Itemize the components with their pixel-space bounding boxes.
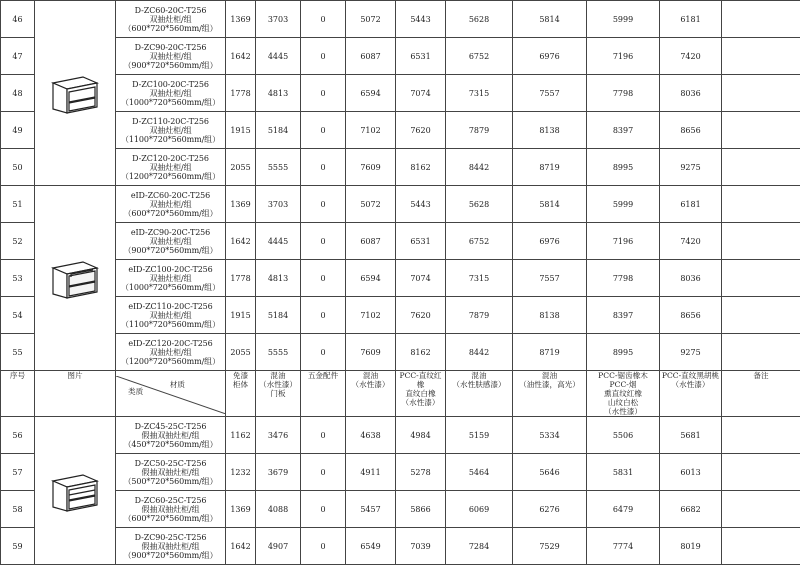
row-index: 59 xyxy=(1,528,35,565)
row-index: 49 xyxy=(1,112,35,149)
product-spec-line-0: D-ZC110-20C-T256 xyxy=(132,116,209,126)
price-c3: 0 xyxy=(301,454,346,491)
product-spec-line-1: 假抽双抽灶柜/组 xyxy=(141,467,200,477)
product-spec-line-0: D-ZC50-25C-T256 xyxy=(134,458,207,468)
product-spec-line-2: （500*720*560mm/组） xyxy=(123,476,218,486)
product-image-cell xyxy=(35,1,116,186)
price-c1: 1642 xyxy=(226,528,256,565)
price-c6: 6752 xyxy=(446,38,513,75)
price-c3: 0 xyxy=(301,491,346,528)
table-row xyxy=(1,223,800,260)
price-c7: 7557 xyxy=(513,75,587,112)
price-c4: 4638 xyxy=(346,417,396,454)
product-spec-line-1: 双抽灶柜/组 xyxy=(149,14,192,24)
price-c9: 5681 xyxy=(660,417,722,454)
price-c1: 1915 xyxy=(226,112,256,149)
product-spec-line-2: （900*720*560mm/组） xyxy=(123,550,218,560)
price-c4: 6594 xyxy=(346,260,396,297)
price-c7: 5814 xyxy=(513,186,587,223)
price-c8: 7774 xyxy=(587,528,660,565)
header-mixed-oil-door-line-1: （水性漆） xyxy=(259,380,297,389)
product-spec xyxy=(116,1,226,38)
product-spec-line-1: 双抽灶柜/组 xyxy=(149,273,192,283)
price-c1: 1778 xyxy=(226,260,256,297)
price-c9: 8019 xyxy=(660,528,722,565)
price-c8: 5831 xyxy=(587,454,660,491)
price-c8: 5999 xyxy=(587,186,660,223)
product-spec-line-0: eID-ZC90-20C-T256 xyxy=(130,227,211,237)
price-c1: 1232 xyxy=(226,454,256,491)
price-c6: 5628 xyxy=(446,1,513,38)
notes-cell xyxy=(722,528,800,565)
row-index: 55 xyxy=(1,334,35,371)
table-row xyxy=(1,417,800,454)
row-index: 58 xyxy=(1,491,35,528)
price-c4: 6087 xyxy=(346,223,396,260)
price-c9: 8656 xyxy=(660,297,722,334)
table-row xyxy=(1,186,800,223)
cabinet-fake-drawer-icon xyxy=(47,469,103,513)
notes-cell xyxy=(722,260,800,297)
price-c6: 7284 xyxy=(446,528,513,565)
notes-cell xyxy=(722,186,800,223)
price-c5: 7620 xyxy=(396,297,446,334)
price-c7: 6976 xyxy=(513,223,587,260)
product-spec-line-1: 假抽双抽灶柜/组 xyxy=(141,430,200,440)
product-spec-line-1: 双抽灶柜/组 xyxy=(149,51,192,61)
row-index: 54 xyxy=(1,297,35,334)
product-spec-line-2: （900*720*560mm/组） xyxy=(123,245,218,255)
price-c7: 8138 xyxy=(513,112,587,149)
price-c4: 6594 xyxy=(346,75,396,112)
price-c2: 3476 xyxy=(256,417,301,454)
price-c2: 4907 xyxy=(256,528,301,565)
price-c5: 8162 xyxy=(396,334,446,371)
table-row xyxy=(1,75,800,112)
header-skin-feel-line-1: （水性肤感漆） xyxy=(452,380,506,389)
product-spec-line-0: D-ZC60-20C-T256 xyxy=(134,5,207,15)
price-c3: 0 xyxy=(301,334,346,371)
row-index: 51 xyxy=(1,186,35,223)
price-c6: 5159 xyxy=(446,417,513,454)
row-index: 52 xyxy=(1,223,35,260)
price-c5: 7620 xyxy=(396,112,446,149)
price-c1: 1369 xyxy=(226,186,256,223)
header-category: 类质 xyxy=(128,386,144,396)
price-c2: 5555 xyxy=(256,334,301,371)
price-c6: 6069 xyxy=(446,491,513,528)
price-c2: 4445 xyxy=(256,38,301,75)
table-row xyxy=(1,38,800,75)
product-spec-line-1: 双抽灶柜/组 xyxy=(149,347,192,357)
price-c7: 8719 xyxy=(513,334,587,371)
table-row xyxy=(1,149,800,186)
notes-cell xyxy=(722,454,800,491)
price-c9: 6181 xyxy=(660,186,722,223)
price-c5: 8162 xyxy=(396,149,446,186)
header-pcc-sawtooth-line-0: PCC-锯齿橡木 PCC-烟 xyxy=(598,371,648,389)
header-mixed-oil-line-0: 混油 xyxy=(362,371,379,380)
table-row xyxy=(1,297,800,334)
price-c7: 5334 xyxy=(513,417,587,454)
price-c8: 7798 xyxy=(587,75,660,112)
header-pcc-sawtooth-line-3: （水性漆） xyxy=(604,407,642,416)
price-c1: 1369 xyxy=(226,491,256,528)
header-pcc-oak-line-2: （水性漆） xyxy=(401,398,440,407)
price-c8: 8397 xyxy=(587,297,660,334)
product-spec xyxy=(116,149,226,186)
price-c8: 6479 xyxy=(587,491,660,528)
product-spec-line-0: eID-ZC120-20C-T256 xyxy=(128,338,213,348)
price-c8: 7196 xyxy=(587,223,660,260)
price-c6: 5628 xyxy=(446,186,513,223)
price-c7: 8719 xyxy=(513,149,587,186)
price-c3: 0 xyxy=(301,417,346,454)
row-index: 57 xyxy=(1,454,35,491)
header-mixed-oil-door xyxy=(256,371,301,417)
product-spec-line-1: 假抽双抽灶柜/组 xyxy=(141,541,200,551)
product-spec-line-2: （600*720*560mm/组） xyxy=(123,208,218,218)
header-mixed-oil-door-line-2: 门板 xyxy=(270,389,286,398)
row-index: 50 xyxy=(1,149,35,186)
header-unpainted-body-line-0: 免漆 xyxy=(232,371,249,380)
header-high-gloss-line-0: 混油 xyxy=(541,371,558,380)
product-spec-line-1: 双抽灶柜/组 xyxy=(149,236,192,246)
row-index: 48 xyxy=(1,75,35,112)
price-c5: 7074 xyxy=(396,75,446,112)
header-row xyxy=(1,371,800,417)
product-image-cell xyxy=(35,417,116,565)
price-c7: 5814 xyxy=(513,1,587,38)
price-c5: 4984 xyxy=(396,417,446,454)
price-c8: 8397 xyxy=(587,112,660,149)
notes-cell xyxy=(722,417,800,454)
product-spec-line-2: （600*720*560mm/组） xyxy=(123,513,218,523)
price-c2: 4088 xyxy=(256,491,301,528)
product-spec-line-1: 双抽灶柜/组 xyxy=(149,310,192,320)
header-hardware: 五金配件 xyxy=(301,371,346,417)
price-c7: 6976 xyxy=(513,38,587,75)
price-c5: 6531 xyxy=(396,38,446,75)
price-c2: 3703 xyxy=(256,1,301,38)
row-index: 53 xyxy=(1,260,35,297)
header-mixed-oil-line-1: （水性漆） xyxy=(351,380,390,389)
product-spec-line-2: （450*720*560mm/组） xyxy=(123,439,218,449)
product-spec xyxy=(116,38,226,75)
price-c1: 1778 xyxy=(226,75,256,112)
price-c2: 4445 xyxy=(256,223,301,260)
table-row xyxy=(1,1,800,38)
price-c4: 7609 xyxy=(346,334,396,371)
header-pcc-walnut xyxy=(660,371,722,417)
product-spec-line-0: eID-ZC110-20C-T256 xyxy=(128,301,213,311)
product-spec-line-2: （900*720*560mm/组） xyxy=(123,60,218,70)
notes-cell xyxy=(722,149,800,186)
price-c4: 4911 xyxy=(346,454,396,491)
table-row xyxy=(1,112,800,149)
price-c3: 0 xyxy=(301,112,346,149)
price-c3: 0 xyxy=(301,297,346,334)
header-split xyxy=(116,376,225,412)
notes-cell xyxy=(722,334,800,371)
price-c6: 5464 xyxy=(446,454,513,491)
price-c8: 5506 xyxy=(587,417,660,454)
table-row xyxy=(1,528,800,565)
price-c1: 2055 xyxy=(226,334,256,371)
product-spec-line-1: 双抽灶柜/组 xyxy=(149,125,192,135)
price-c6: 7879 xyxy=(446,112,513,149)
table-row xyxy=(1,491,800,528)
price-c1: 1162 xyxy=(226,417,256,454)
header-pcc-sawtooth xyxy=(587,371,660,417)
header-pcc-oak-line-0: PCC-直纹红橡 xyxy=(399,371,442,389)
product-spec-line-0: D-ZC90-20C-T256 xyxy=(134,42,207,52)
cabinet-two-drawer-icon xyxy=(47,71,103,115)
notes-cell xyxy=(722,75,800,112)
product-spec-line-1: 双抽灶柜/组 xyxy=(149,199,192,209)
price-c5: 5443 xyxy=(396,1,446,38)
price-c3: 0 xyxy=(301,528,346,565)
price-c8: 8995 xyxy=(587,149,660,186)
header-pcc-oak-line-1: 直纹白橡 xyxy=(405,389,436,398)
product-spec-line-0: eID-ZC60-20C-T256 xyxy=(130,190,211,200)
price-c1: 2055 xyxy=(226,149,256,186)
notes-cell xyxy=(722,1,800,38)
header-high-gloss xyxy=(513,371,587,417)
notes-cell xyxy=(722,491,800,528)
price-c8: 8995 xyxy=(587,334,660,371)
price-c1: 1369 xyxy=(226,1,256,38)
price-c9: 9275 xyxy=(660,149,722,186)
price-c1: 1642 xyxy=(226,223,256,260)
product-spec-line-0: D-ZC100-20C-T256 xyxy=(132,79,209,89)
price-c2: 4813 xyxy=(256,260,301,297)
header-mixed-oil-door-line-0: 混油 xyxy=(270,371,286,380)
header-index: 序号 xyxy=(1,371,35,417)
price-c9: 6181 xyxy=(660,1,722,38)
price-c5: 5278 xyxy=(396,454,446,491)
price-c6: 6752 xyxy=(446,223,513,260)
price-c9: 6013 xyxy=(660,454,722,491)
header-skin-feel-line-0: 混油 xyxy=(471,371,487,380)
price-c2: 4813 xyxy=(256,75,301,112)
header-pcc-sawtooth-line-1: 熏直纹红橡 xyxy=(604,389,642,398)
product-spec-line-2: （1100*720*560mm/组） xyxy=(121,134,220,144)
price-c5: 7074 xyxy=(396,260,446,297)
header-image: 图片 xyxy=(35,371,116,417)
price-c4: 7102 xyxy=(346,297,396,334)
row-index: 46 xyxy=(1,1,35,38)
header-material-category xyxy=(116,371,226,417)
header-unpainted-body-line-1: 柜体 xyxy=(232,380,249,389)
header-pcc-sawtooth-line-2: 山纹白松 xyxy=(607,398,639,407)
product-spec xyxy=(116,112,226,149)
header-skin-feel xyxy=(446,371,513,417)
price-c2: 3679 xyxy=(256,454,301,491)
price-c6: 7315 xyxy=(446,75,513,112)
notes-cell xyxy=(722,38,800,75)
product-spec-line-0: D-ZC45-25C-T256 xyxy=(134,421,207,431)
product-spec xyxy=(116,417,226,454)
product-spec-line-2: （1100*720*560mm/组） xyxy=(121,319,220,329)
cabinet-two-drawer-open-icon xyxy=(47,256,103,300)
price-c6: 8442 xyxy=(446,149,513,186)
product-spec-line-0: D-ZC60-25C-T256 xyxy=(134,495,207,505)
price-c3: 0 xyxy=(301,1,346,38)
product-spec xyxy=(116,454,226,491)
product-spec-line-1: 假抽双抽灶柜/组 xyxy=(141,504,200,514)
price-c2: 5184 xyxy=(256,112,301,149)
product-spec-line-2: （1200*720*560mm/组） xyxy=(121,356,220,366)
header-pcc-oak xyxy=(396,371,446,417)
price-c7: 8138 xyxy=(513,297,587,334)
header-unpainted-body xyxy=(226,371,256,417)
notes-cell xyxy=(722,112,800,149)
price-c5: 5866 xyxy=(396,491,446,528)
price-c8: 7798 xyxy=(587,260,660,297)
price-c7: 6276 xyxy=(513,491,587,528)
price-c5: 6531 xyxy=(396,223,446,260)
price-c2: 5555 xyxy=(256,149,301,186)
product-spec-line-0: eID-ZC100-20C-T256 xyxy=(128,264,213,274)
price-c8: 5999 xyxy=(587,1,660,38)
price-c3: 0 xyxy=(301,75,346,112)
header-notes: 备注 xyxy=(722,371,800,417)
price-c4: 6087 xyxy=(346,38,396,75)
price-c7: 7557 xyxy=(513,260,587,297)
price-c1: 1642 xyxy=(226,38,256,75)
notes-cell xyxy=(722,297,800,334)
header-material: 材质 xyxy=(169,379,185,389)
table-row xyxy=(1,334,800,371)
row-index: 47 xyxy=(1,38,35,75)
price-c4: 7609 xyxy=(346,149,396,186)
price-c2: 5184 xyxy=(256,297,301,334)
price-c3: 0 xyxy=(301,38,346,75)
price-c3: 0 xyxy=(301,223,346,260)
price-c6: 7315 xyxy=(446,260,513,297)
product-spec-line-2: （1000*720*560mm/组） xyxy=(121,97,220,107)
price-c3: 0 xyxy=(301,149,346,186)
price-c7: 5646 xyxy=(513,454,587,491)
product-image-cell xyxy=(35,186,116,371)
price-c3: 0 xyxy=(301,260,346,297)
price-c2: 3703 xyxy=(256,186,301,223)
header-pcc-walnut-line-0: PCC-直纹黑胡桃 xyxy=(661,371,720,380)
price-c9: 7420 xyxy=(660,38,722,75)
row-index: 56 xyxy=(1,417,35,454)
price-c5: 7039 xyxy=(396,528,446,565)
product-spec-line-2: （1200*720*560mm/组） xyxy=(121,171,220,181)
table-row xyxy=(1,454,800,491)
product-spec-line-1: 双抽灶柜/组 xyxy=(149,88,192,98)
product-spec xyxy=(116,491,226,528)
price-c9: 9275 xyxy=(660,334,722,371)
price-c9: 8036 xyxy=(660,260,722,297)
product-spec xyxy=(116,75,226,112)
price-c6: 8442 xyxy=(446,334,513,371)
header-high-gloss-line-1: （油性漆，高光） xyxy=(519,380,580,389)
price-c9: 8656 xyxy=(660,112,722,149)
price-c3: 0 xyxy=(301,186,346,223)
header-mixed-oil xyxy=(346,371,396,417)
product-spec xyxy=(116,223,226,260)
product-spec-line-0: D-ZC90-25C-T256 xyxy=(134,532,207,542)
product-spec xyxy=(116,260,226,297)
product-spec xyxy=(116,528,226,565)
price-c5: 5443 xyxy=(396,186,446,223)
price-c4: 5457 xyxy=(346,491,396,528)
product-spec xyxy=(116,186,226,223)
price-c9: 7420 xyxy=(660,223,722,260)
price-c9: 8036 xyxy=(660,75,722,112)
notes-cell xyxy=(722,223,800,260)
table-row xyxy=(1,260,800,297)
product-spec-line-1: 双抽灶柜/组 xyxy=(149,162,192,172)
product-spec-line-2: （1000*720*560mm/组） xyxy=(121,282,220,292)
product-spec xyxy=(116,334,226,371)
price-c8: 7196 xyxy=(587,38,660,75)
price-c4: 7102 xyxy=(346,112,396,149)
product-spec-line-2: （600*720*560mm/组） xyxy=(123,23,218,33)
header-pcc-walnut-line-1: （水性漆） xyxy=(671,380,710,389)
price-c4: 6549 xyxy=(346,528,396,565)
product-spec xyxy=(116,297,226,334)
price-c1: 1915 xyxy=(226,297,256,334)
price-c4: 5072 xyxy=(346,1,396,38)
product-spec-line-0: D-ZC120-20C-T256 xyxy=(132,153,209,163)
price-c4: 5072 xyxy=(346,186,396,223)
price-c7: 7529 xyxy=(513,528,587,565)
price-c9: 6682 xyxy=(660,491,722,528)
price-c6: 7879 xyxy=(446,297,513,334)
